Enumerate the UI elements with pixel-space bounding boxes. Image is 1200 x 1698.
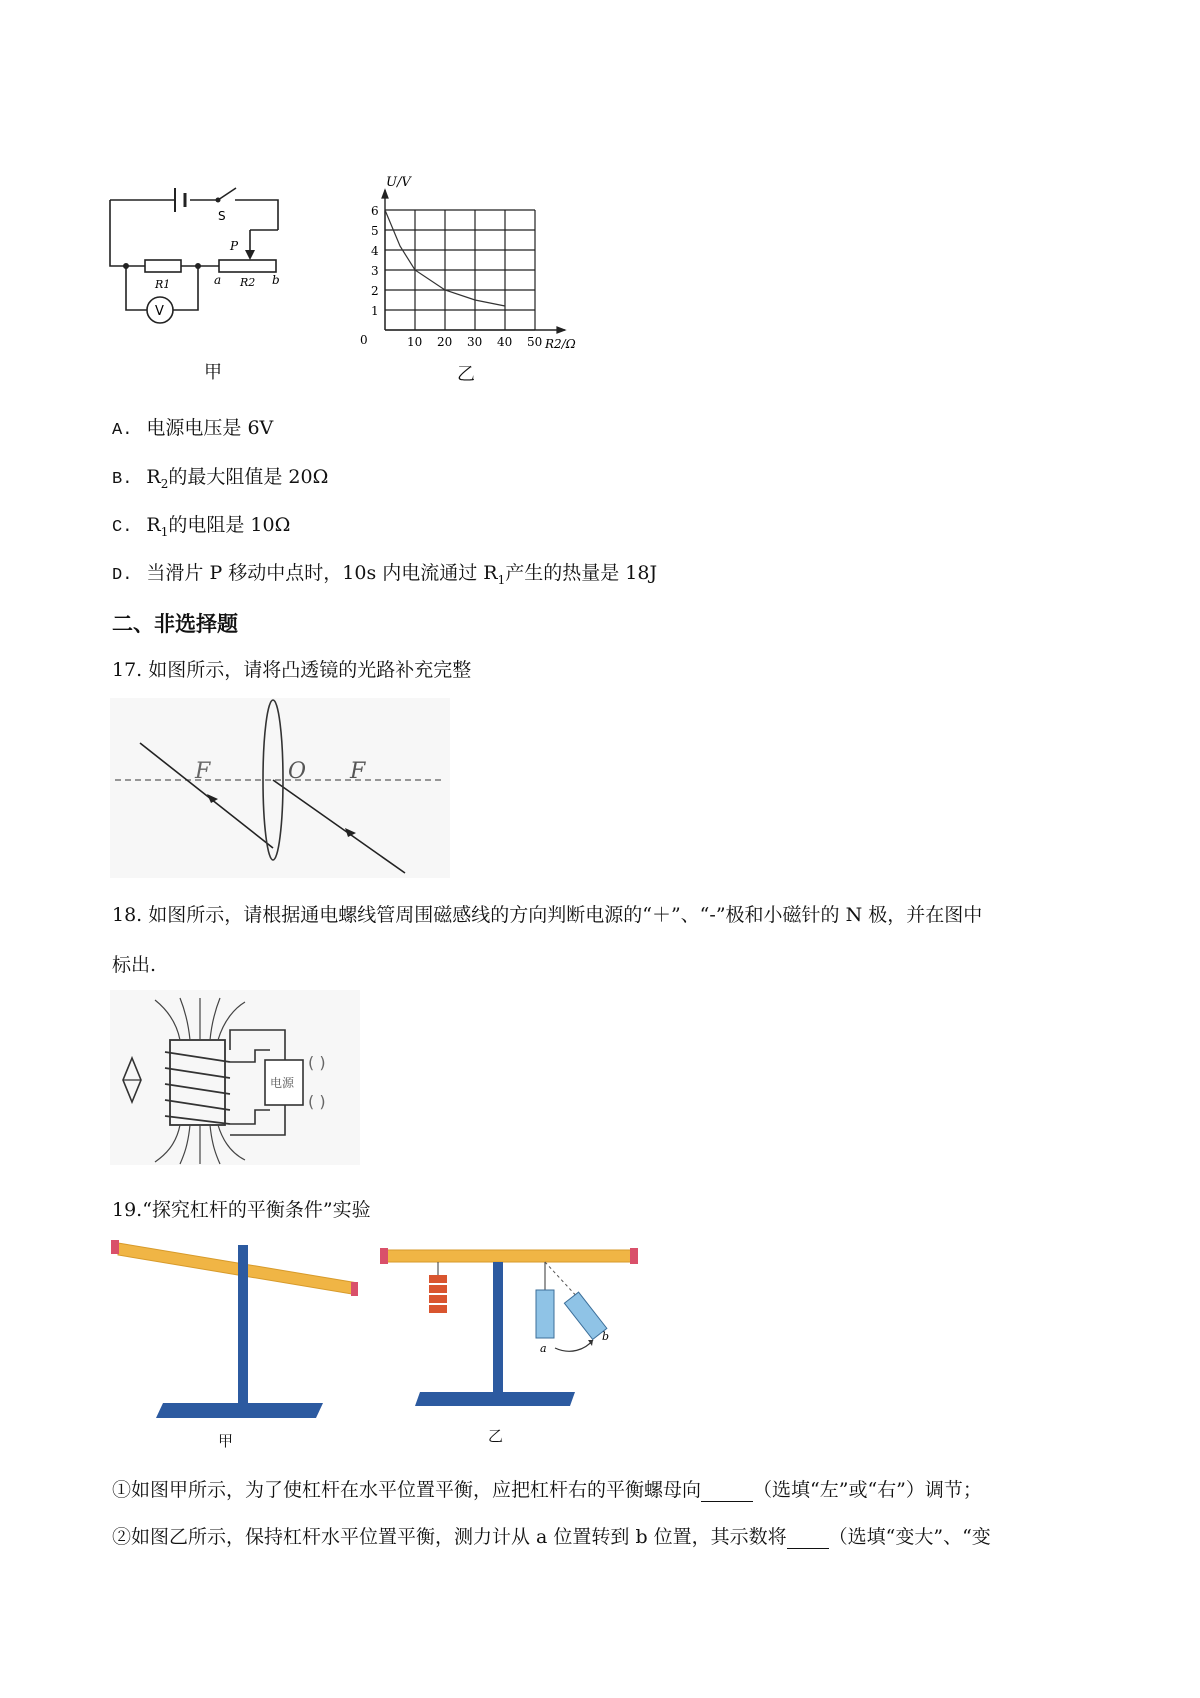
option-text: R (146, 514, 161, 536)
r1-label: R1 (155, 278, 171, 291)
spring-scale-a (536, 1290, 554, 1338)
section-title: 二、非选择题 (112, 612, 238, 636)
graph-ylabel: U/V (386, 175, 411, 190)
option-text: 产生的热量是 18J (505, 562, 658, 584)
switch-label: S (218, 209, 226, 223)
terminal-bottom-paren: ( ) (308, 1092, 326, 1111)
option-d[interactable] (112, 558, 657, 587)
option-text: 电源电压是 6V (146, 417, 274, 439)
subscript: 2 (160, 476, 169, 491)
lever-figure-left (108, 1235, 358, 1425)
question-18-line1: 18. 如图所示，请根据通电螺线管周围磁感线的方向判断电源的“＋”、“-”极和小磁针的 N 极，并在图中 (112, 904, 983, 926)
solenoid-figure (110, 990, 360, 1165)
x-tick-label: 30 (467, 335, 483, 349)
question-19-part2 (112, 1522, 991, 1549)
y-tick-label: 2 (371, 284, 379, 298)
position-b-label: b (602, 1330, 610, 1343)
convex-lens-figure (110, 698, 450, 878)
part1-text-end: （选填“左”或“右”）调节； (753, 1479, 982, 1501)
end-b-label: b (272, 273, 280, 287)
answer-blank-2[interactable] (787, 1526, 829, 1549)
y-tick-label: 5 (371, 224, 379, 238)
optical-center-label: O (288, 759, 307, 784)
option-b[interactable] (112, 462, 328, 491)
x-tick-label: 50 (527, 335, 543, 349)
option-letter: B. (112, 470, 133, 489)
option-c[interactable] (112, 510, 290, 539)
focus-right-label: F (350, 759, 366, 784)
x-tick-label: 40 (497, 335, 513, 349)
option-letter: D. (112, 566, 133, 585)
lever-figure-right (380, 1240, 640, 1410)
end-a-label: a (214, 273, 222, 287)
part1-text: ①如图甲所示，为了使杠杆在水平位置平衡，应把杠杆右的平衡螺母向 (112, 1479, 702, 1501)
voltage-resistance-graph (360, 170, 590, 355)
slider-label: P (230, 239, 239, 253)
option-text: R (146, 466, 161, 488)
part2-text-end: （选填“变大”、“变 (828, 1526, 991, 1548)
question-18-line2: 标出. (112, 954, 157, 976)
option-a[interactable] (112, 413, 273, 440)
y-tick-label: 6 (371, 204, 379, 218)
answer-blank-1[interactable] (701, 1479, 753, 1502)
option-letter: A. (112, 421, 133, 440)
graph-caption: 乙 (457, 364, 475, 385)
y-tick-label: 1 (371, 304, 379, 318)
power-label: 电源 (270, 1076, 295, 1090)
option-text: 的电阻是 10Ω (168, 514, 291, 536)
part2-text: ②如图乙所示，保持杠杆水平位置平衡，测力计从 a 位置转到 b 位置，其示数将 (112, 1526, 787, 1548)
terminal-top-paren: ( ) (308, 1053, 326, 1072)
focus-left-label: F (195, 759, 211, 784)
subscript: 1 (160, 524, 169, 539)
option-letter: C. (112, 518, 133, 537)
y-tick-label: 4 (371, 244, 379, 258)
circuit-diagram (100, 180, 310, 355)
x-tick-label: 20 (437, 335, 453, 349)
question-19: 19.“探究杠杆的平衡条件”实验 (112, 1199, 371, 1221)
subscript: 1 (497, 572, 506, 587)
option-text: 的最大阻值是 20Ω (168, 466, 329, 488)
circuit-caption: 甲 (204, 362, 222, 383)
voltmeter-label: V (155, 304, 164, 319)
x-tick-label: 10 (407, 335, 423, 349)
question-17: 17. 如图所示，请将凸透镜的光路补充完整 (112, 659, 472, 681)
spring-scale-b (564, 1292, 607, 1339)
r2-label: R2 (240, 276, 256, 289)
graph-xlabel: R2/Ω (545, 337, 576, 351)
question-19-part1 (112, 1475, 982, 1502)
lever-caption-right: 乙 (488, 1427, 504, 1445)
graph-origin: 0 (360, 333, 368, 347)
option-text: 当滑片 P 移动中点时，10s 内电流通过 R (146, 562, 498, 584)
position-a-label: a (540, 1342, 547, 1355)
lever-caption-left: 甲 (218, 1432, 234, 1450)
y-tick-label: 3 (371, 264, 379, 278)
